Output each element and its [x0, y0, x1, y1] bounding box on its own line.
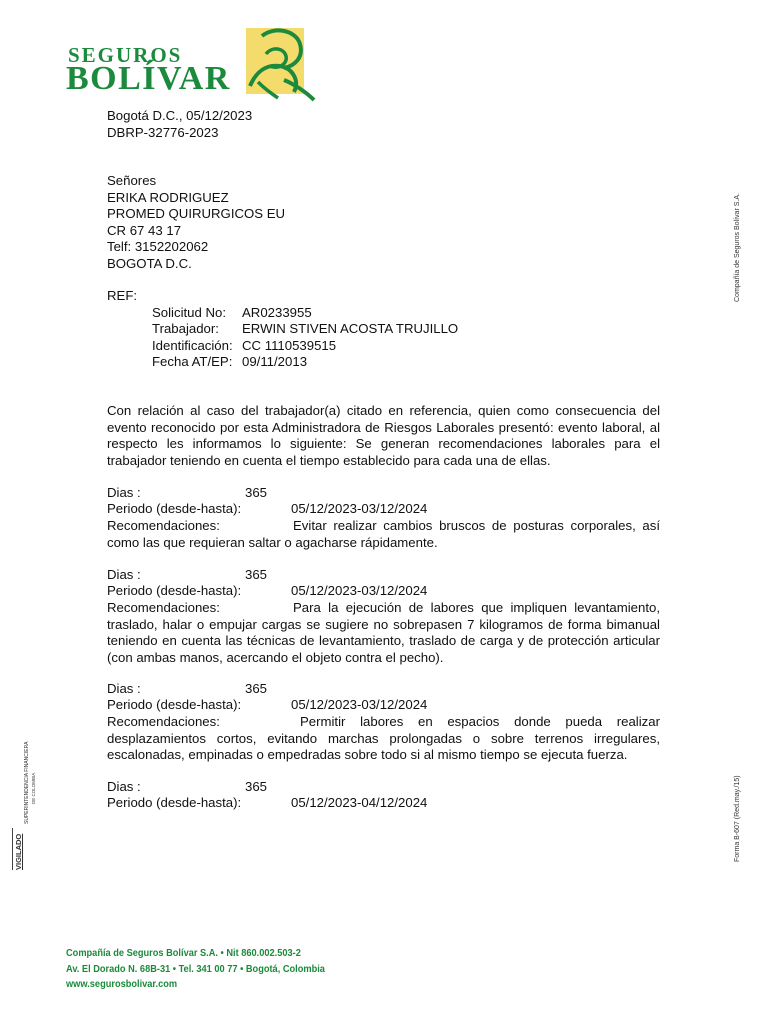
ref-field-value: ERWIN STIVEN ACOSTA TRUJILLO	[242, 321, 459, 336]
recipient-city: BOGOTA D.C.	[107, 256, 192, 271]
recomendaciones-label: Recomendaciones:	[107, 518, 220, 533]
ref-field-value: 09/11/2013	[242, 354, 308, 369]
footer-website-link[interactable]: www.segurosbolivar.com	[66, 978, 178, 990]
dias-label: Dias :	[107, 681, 141, 696]
ref-field-value: CC 1110539515	[242, 338, 337, 353]
logo-emblem-icon	[244, 24, 316, 104]
vigilado-text: VIGILADO	[14, 833, 23, 870]
periodo-value: 05/12/2023-03/12/2024	[291, 583, 428, 598]
logo-bolivar-text: BOLÍVAR	[66, 60, 231, 97]
recipient-company: PROMED QUIRURGICOS EU	[107, 206, 286, 221]
recommendation-text: Para la ejecución de labores que impliquen levantamiento, traslado, halar o empujar cargas se sugiere no sobrepasen 7 kilogramos de forma bimanual teniendo en cuenta las técnicas de levantamiento, traslado de carga y de protección articular (con ambas manos, acercando el objeto contra el pecho).	[107, 600, 660, 665]
dias-label: Dias :	[107, 567, 141, 582]
side-company-text: Compañía de Seguros Bolívar S.A.	[734, 193, 741, 302]
vigilado-divider	[12, 828, 13, 870]
periodo-value: 05/12/2023-03/12/2024	[291, 697, 428, 712]
dias-value: 365	[245, 567, 268, 582]
ref-field-label: Identificación:	[152, 338, 233, 353]
superintendencia-text: SUPERINTENDENCIA FINANCIERA	[24, 741, 30, 824]
city-date: Bogotá D.C., 05/12/2023	[107, 108, 253, 123]
intro-paragraph: Con relación al caso del trabajador(a) citado en referencia, quien como consecuencia del evento reconocido por esta Administradora de Riesgos Laborales presentó: evento laboral, al respecto les informamos lo siguiente: Se generan recomendaciones laborales para el trabajador teniendo en cuenta el tiempo establecido para cada una de ellas.	[107, 403, 660, 468]
salutation: Señores	[107, 173, 157, 188]
ref-field-label: Trabajador:	[152, 321, 219, 336]
periodo-label: Periodo (desde-hasta):	[107, 795, 242, 810]
footer-address: Av. El Dorado N. 68B-31 • Tel. 341 00 77 • Bogotá, Colombia	[66, 963, 325, 975]
dias-value: 365	[245, 485, 268, 500]
ref-label: REF:	[107, 288, 138, 303]
side-form-text: Forma B-607 (Red.may./15)	[734, 775, 741, 862]
dias-label: Dias :	[107, 779, 141, 794]
periodo-label: Periodo (desde-hasta):	[107, 697, 242, 712]
periodo-value: 05/12/2023-03/12/2024	[291, 501, 428, 516]
recomendaciones-label: Recomendaciones:	[107, 600, 220, 615]
recipient-address: CR 67 43 17	[107, 223, 182, 238]
de-colombia-text: DE COLOMBIA	[31, 772, 36, 804]
periodo-label: Periodo (desde-hasta):	[107, 501, 242, 516]
ref-field-value: AR0233955	[242, 305, 312, 320]
recommendation-text: Permitir labores en espacios donde pueda realizar desplazamientos cortos, evitando marchas prolongadas o sobre terrenos irregulares, escalonadas, empinadas o empedradas sobre todo si al mismo tiempo se ejecuta fuerza.	[107, 714, 660, 762]
recipient-phone: Telf: 3152202062	[107, 239, 209, 254]
recipient-name: ERIKA RODRIGUEZ	[107, 190, 229, 205]
ref-field-label: Solicitud No:	[152, 305, 227, 320]
periodo-value: 05/12/2023-04/12/2024	[291, 795, 428, 810]
dias-label: Dias :	[107, 485, 141, 500]
dias-value: 365	[245, 779, 268, 794]
recommendation-text: Evitar realizar cambios bruscos de posturas corporales, así como las que requieran saltar o agacharse rápidamente.	[107, 518, 660, 550]
reference-code: DBRP-32776-2023	[107, 125, 219, 140]
logo-seguros-text: SEGUROS	[68, 43, 183, 67]
footer-company: Compañía de Seguros Bolívar S.A. • Nit 860.002.503-2	[66, 947, 301, 959]
recomendaciones-label: Recomendaciones:	[107, 714, 220, 729]
periodo-label: Periodo (desde-hasta):	[107, 583, 242, 598]
dias-value: 365	[245, 681, 268, 696]
ref-field-label: Fecha AT/EP:	[152, 354, 233, 369]
